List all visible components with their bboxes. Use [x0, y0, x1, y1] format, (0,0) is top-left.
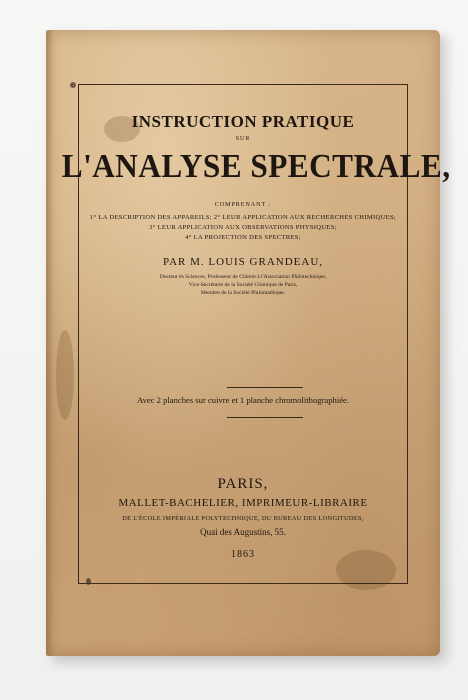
author-line: PAR M. LOUIS GRANDEAU, — [162, 256, 324, 268]
publication-year: 1863 — [231, 549, 255, 560]
ink-spot — [70, 82, 76, 88]
author-credentials-3: Membre de la Société Philomathique. — [200, 290, 286, 296]
contents-line-2: 3° LEUR APPLICATION AUX OBSERVATIONS PHYSIQUES; — [149, 224, 337, 231]
contents-heading: COMPRENANT : — [214, 202, 272, 208]
title-line-1: INSTRUCTION PRATIQUE — [131, 112, 355, 131]
main-title: L'ANALYSE SPECTRALE, — [61, 148, 451, 185]
imprint-publisher: MALLET-BACHELIER, IMPRIMEUR-LIBRAIRE — [118, 497, 368, 509]
imprint-address: Quai des Augustins, 55. — [200, 527, 286, 537]
imprint-publisher-detail: DE L'ÉCOLE IMPÉRIALE POLYTECHNIQUE, DU BUREAU DES LONGITUDES, — [122, 515, 364, 522]
stain — [56, 330, 74, 420]
title-connector: SUR — [235, 136, 251, 142]
book-cover — [46, 30, 451, 656]
imprint-city: PARIS, — [217, 476, 269, 492]
divider-rule — [227, 417, 303, 418]
contents-line-1: 1° LA DESCRIPTION DES APPAREILS; 2° LEUR APPLICATION AUX RECHERCHES CHIMIQUES; — [89, 214, 397, 221]
plates-note: Avec 2 planches sur cuivre et 1 planche chromolithographiée. — [137, 395, 349, 405]
divider-rule — [227, 387, 303, 388]
contents-line-3: 4° LA PROJECTION DES SPECTRES; — [185, 234, 301, 241]
author-credentials-2: Vice-Secrétaire de la Société Chimique de Paris, — [188, 282, 298, 288]
author-credentials-1: Docteur ès Sciences, Professeur de Chimie à l'Association Philotechnique, — [159, 274, 327, 280]
